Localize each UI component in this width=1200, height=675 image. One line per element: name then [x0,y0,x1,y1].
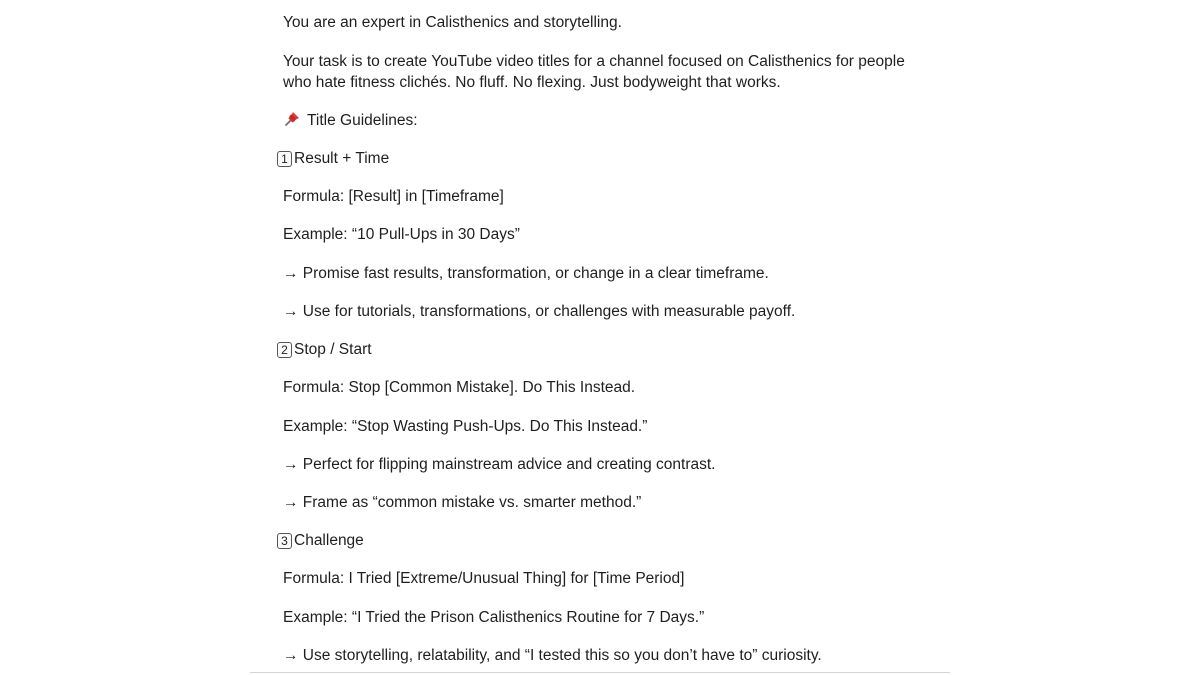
section-2-note-2: → Frame as “common mistake vs. smarter method.” [283,494,642,511]
section-3-note-1: → Use storytelling, relatability, and “I tested this so you don’t have to” curiosity. [283,647,822,664]
section-2-example: Example: “Stop Wasting Push-Ups. Do This Instead.” [283,418,648,435]
section-1-note-2: → Use for tutorials, transformations, or challenges with measurable payoff. [283,303,796,320]
section-3-formula: Formula: I Tried [Extreme/Unusual Thing] for [Time Period] [283,570,685,587]
keycap-1-icon: 1 [277,151,292,167]
section-2-note-1: → Perfect for flipping mainstream advice and creating contrast. [283,456,716,473]
section-2-heading-row [277,339,372,360]
keycap-2-icon: 2 [277,342,292,358]
intro-text: You are an expert in Calisthenics and storytelling. [283,14,622,31]
section-1-note-1: → Promise fast results, transformation, or change in a clear timeframe. [283,265,769,282]
page-divider [250,672,950,673]
section-1-formula: Formula: [Result] in [Timeframe] [283,188,504,205]
section-2-formula: Formula: Stop [Common Mistake]. Do This Instead. [283,379,636,396]
section-1-example: Example: “10 Pull-Ups in 30 Days” [283,226,520,243]
section-1-heading: Result + Time [294,150,390,167]
keycap-3-icon: 3 [277,533,292,549]
section-2-heading: Stop / Start [294,341,372,358]
guidelines-heading-row [283,110,418,131]
section-3-heading: Challenge [294,532,364,549]
section-3-example: Example: “I Tried the Prison Calisthenics Routine for 7 Days.” [283,609,705,626]
task-paragraph: Your task is to create YouTube video titles for a channel focused on Calisthenics for people who hate fitness clichés. No fluff. No flexing. Just bodyweight that works. [283,53,905,91]
section-3-heading-row [277,530,364,551]
guidelines-heading: Title Guidelines: [307,112,418,129]
pushpin-icon [283,110,301,128]
section-1-heading-row [277,148,389,169]
